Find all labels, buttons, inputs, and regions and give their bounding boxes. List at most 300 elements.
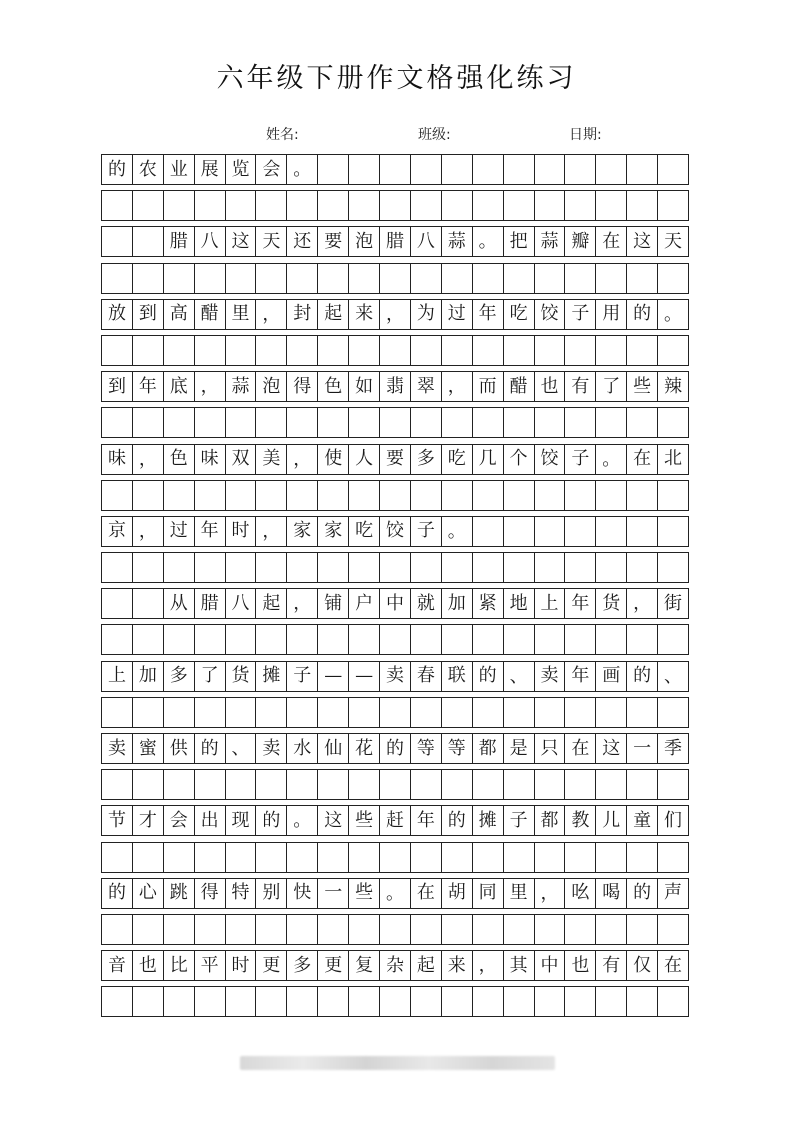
grid-cell (504, 987, 535, 1017)
grid-cell: 会 (256, 155, 287, 185)
grid-cell: 蒜 (442, 227, 473, 257)
grid-cell (627, 625, 658, 655)
grid-cell (535, 770, 566, 800)
grid-cell: 要 (318, 227, 349, 257)
grid-cell (380, 408, 411, 438)
grid-cell (535, 915, 566, 945)
grid-cell (164, 191, 195, 221)
grid-cell: ， (256, 517, 287, 547)
blank-row (101, 335, 689, 366)
grid-cell (658, 625, 689, 655)
grid-cell (256, 264, 287, 294)
grid-cell: 快 (287, 879, 318, 909)
text-row (101, 371, 689, 402)
grid-cell: 有 (596, 951, 627, 981)
text-row (101, 661, 689, 692)
grid-cell (380, 843, 411, 873)
grid-cell: 声 (658, 879, 689, 909)
grid-cell: 醋 (195, 300, 226, 330)
grid-cell: 仅 (627, 951, 658, 981)
grid-cell (287, 191, 318, 221)
grid-cell (349, 553, 380, 583)
grid-cell (380, 481, 411, 511)
grid-cell: 个 (504, 445, 535, 475)
grid-cell (256, 698, 287, 728)
grid-cell (627, 987, 658, 1017)
grid-cell: 腊 (195, 589, 226, 619)
grid-cell: 醋 (504, 372, 535, 402)
grid-cell: 多 (411, 445, 442, 475)
grid-cell: 户 (349, 589, 380, 619)
grid-cell: 只 (535, 734, 566, 764)
grid-cell (504, 843, 535, 873)
grid-cell (287, 408, 318, 438)
grid-cell: 如 (349, 372, 380, 402)
grid-cell: 们 (658, 806, 689, 836)
grid-cell: 别 (256, 879, 287, 909)
grid-cell (256, 336, 287, 366)
grid-cell (535, 191, 566, 221)
grid-cell: 多 (164, 662, 195, 692)
grid-cell (442, 843, 473, 873)
grid-cell: 几 (473, 445, 504, 475)
grid-cell: 。 (658, 300, 689, 330)
grid-cell: 展 (195, 155, 226, 185)
grid-cell (102, 843, 133, 873)
grid-cell (473, 191, 504, 221)
grid-cell (380, 987, 411, 1017)
grid-cell: ， (473, 951, 504, 981)
grid-cell (473, 264, 504, 294)
grid-cell (411, 264, 442, 294)
grid-cell (473, 408, 504, 438)
grid-cell (442, 264, 473, 294)
grid-cell: 味 (195, 445, 226, 475)
grid-cell (287, 481, 318, 511)
grid-cell: 喝 (596, 879, 627, 909)
grid-cell: 教 (565, 806, 596, 836)
grid-cell: 吃 (504, 300, 535, 330)
grid-cell (349, 264, 380, 294)
grid-cell (380, 155, 411, 185)
grid-cell: 上 (102, 662, 133, 692)
grid-cell (596, 191, 627, 221)
grid-cell: 从 (164, 589, 195, 619)
grid-cell (102, 589, 133, 619)
grid-cell (504, 915, 535, 945)
grid-cell: 比 (164, 951, 195, 981)
grid-cell: 。 (473, 227, 504, 257)
grid-cell: ， (133, 445, 164, 475)
grid-cell (473, 481, 504, 511)
grid-cell: 街 (658, 589, 689, 619)
grid-cell (535, 264, 566, 294)
grid-cell (102, 770, 133, 800)
grid-cell: 。 (287, 806, 318, 836)
grid-cell: 特 (226, 879, 257, 909)
grid-cell (473, 698, 504, 728)
grid-cell: ， (535, 879, 566, 909)
grid-cell (195, 264, 226, 294)
grid-cell (596, 698, 627, 728)
text-row (101, 950, 689, 981)
grid-cell (349, 336, 380, 366)
grid-cell: 的 (102, 155, 133, 185)
grid-cell: 把 (504, 227, 535, 257)
grid-cell: 心 (133, 879, 164, 909)
grid-cell: 出 (195, 806, 226, 836)
grid-cell: 些 (349, 806, 380, 836)
grid-cell (102, 227, 133, 257)
grid-cell: 上 (535, 589, 566, 619)
grid-cell: 卖 (256, 734, 287, 764)
grid-cell: 平 (195, 951, 226, 981)
grid-cell: 卖 (102, 734, 133, 764)
grid-cell (473, 336, 504, 366)
grid-cell (473, 843, 504, 873)
grid-cell (596, 481, 627, 511)
grid-cell: ， (256, 300, 287, 330)
grid-cell (596, 915, 627, 945)
grid-cell (195, 915, 226, 945)
grid-cell: 卖 (535, 662, 566, 692)
grid-cell (658, 517, 689, 547)
grid-cell (535, 517, 566, 547)
grid-cell (287, 843, 318, 873)
blank-row (101, 769, 689, 800)
grid-cell (380, 915, 411, 945)
grid-cell: 节 (102, 806, 133, 836)
grid-cell (411, 625, 442, 655)
grid-cell (411, 336, 442, 366)
grid-cell: 都 (535, 806, 566, 836)
grid-cell (504, 517, 535, 547)
grid-cell (473, 770, 504, 800)
grid-cell (256, 625, 287, 655)
grid-cell (195, 698, 226, 728)
grid-cell: 儿 (596, 806, 627, 836)
grid-cell (102, 481, 133, 511)
blank-row (101, 407, 689, 438)
grid-cell (226, 481, 257, 511)
grid-cell: 子 (287, 662, 318, 692)
grid-cell: 、 (504, 662, 535, 692)
grid-cell: 。 (596, 445, 627, 475)
grid-cell (133, 698, 164, 728)
grid-cell (133, 843, 164, 873)
date-field-label: 日期: (569, 127, 602, 143)
text-row (101, 516, 689, 547)
grid-cell: 为 (411, 300, 442, 330)
grid-cell: 都 (473, 734, 504, 764)
grid-cell (627, 155, 658, 185)
writing-grid (101, 154, 689, 1023)
grid-cell: 八 (226, 589, 257, 619)
grid-cell: 中 (535, 951, 566, 981)
grid-cell (658, 698, 689, 728)
grid-cell (411, 191, 442, 221)
grid-cell (318, 625, 349, 655)
grid-cell (349, 987, 380, 1017)
grid-cell (627, 770, 658, 800)
grid-cell: 季 (658, 734, 689, 764)
grid-cell: 农 (133, 155, 164, 185)
grid-cell (349, 408, 380, 438)
grid-cell (658, 481, 689, 511)
grid-cell: 来 (442, 951, 473, 981)
grid-cell (411, 155, 442, 185)
grid-cell: 画 (596, 662, 627, 692)
grid-cell (473, 517, 504, 547)
grid-cell (565, 155, 596, 185)
grid-cell: 加 (133, 662, 164, 692)
grid-cell (411, 770, 442, 800)
grid-cell: 蒜 (535, 227, 566, 257)
grid-cell: 是 (504, 734, 535, 764)
grid-cell (565, 770, 596, 800)
grid-cell: 北 (658, 445, 689, 475)
grid-cell (504, 553, 535, 583)
grid-cell (380, 698, 411, 728)
grid-cell (133, 481, 164, 511)
grid-cell (287, 336, 318, 366)
grid-cell (627, 191, 658, 221)
grid-cell (596, 770, 627, 800)
grid-cell: 腊 (380, 227, 411, 257)
grid-cell (318, 336, 349, 366)
class-field-label: 班级: (418, 127, 451, 143)
grid-cell (287, 698, 318, 728)
grid-cell: 时 (226, 951, 257, 981)
grid-cell: 也 (133, 951, 164, 981)
grid-cell: 览 (226, 155, 257, 185)
grid-cell (473, 625, 504, 655)
text-row (101, 299, 689, 330)
grid-cell (658, 191, 689, 221)
grid-cell (195, 625, 226, 655)
grid-cell (627, 843, 658, 873)
grid-cell: 的 (627, 662, 658, 692)
grid-cell: 在 (596, 227, 627, 257)
grid-cell (504, 481, 535, 511)
grid-cell (627, 698, 658, 728)
grid-cell (627, 481, 658, 511)
grid-cell: 仙 (318, 734, 349, 764)
grid-cell: 的 (473, 662, 504, 692)
grid-cell (102, 987, 133, 1017)
grid-cell (565, 336, 596, 366)
grid-cell: 些 (627, 372, 658, 402)
grid-cell (411, 915, 442, 945)
grid-cell: 胡 (442, 879, 473, 909)
blank-row (101, 480, 689, 511)
grid-cell: 的 (627, 879, 658, 909)
grid-cell: 年 (565, 662, 596, 692)
grid-cell (195, 191, 226, 221)
grid-cell: 八 (411, 227, 442, 257)
grid-cell: 童 (627, 806, 658, 836)
grid-cell: 音 (102, 951, 133, 981)
grid-cell: 联 (442, 662, 473, 692)
grid-cell (102, 408, 133, 438)
grid-cell (318, 155, 349, 185)
grid-cell (318, 553, 349, 583)
grid-cell (133, 191, 164, 221)
grid-cell (596, 987, 627, 1017)
grid-cell: 泡 (256, 372, 287, 402)
grid-cell (535, 408, 566, 438)
grid-cell: 同 (473, 879, 504, 909)
grid-cell: 等 (442, 734, 473, 764)
grid-cell (318, 191, 349, 221)
grid-cell (133, 625, 164, 655)
grid-cell (411, 843, 442, 873)
grid-cell (102, 264, 133, 294)
grid-cell: ， (442, 372, 473, 402)
grid-cell (535, 843, 566, 873)
grid-cell: 到 (133, 300, 164, 330)
grid-cell (473, 915, 504, 945)
grid-cell (504, 336, 535, 366)
grid-cell (133, 915, 164, 945)
grid-cell (349, 915, 380, 945)
grid-cell (535, 625, 566, 655)
grid-cell: 、 (658, 662, 689, 692)
grid-cell (164, 843, 195, 873)
grid-cell (565, 915, 596, 945)
grid-cell: 的 (195, 734, 226, 764)
grid-cell (318, 915, 349, 945)
grid-cell: 吃 (442, 445, 473, 475)
grid-cell (658, 155, 689, 185)
grid-cell: 底 (164, 372, 195, 402)
grid-cell (287, 625, 318, 655)
grid-cell (658, 553, 689, 583)
grid-cell: 卖 (380, 662, 411, 692)
grid-cell (349, 625, 380, 655)
grid-cell: 到 (102, 372, 133, 402)
grid-cell (164, 698, 195, 728)
grid-cell: 也 (535, 372, 566, 402)
grid-cell (380, 264, 411, 294)
grid-cell: 更 (256, 951, 287, 981)
grid-cell: ， (287, 589, 318, 619)
grid-cell (226, 264, 257, 294)
grid-cell (256, 553, 287, 583)
grid-cell: 封 (287, 300, 318, 330)
grid-cell (411, 481, 442, 511)
grid-cell (658, 915, 689, 945)
grid-cell: 饺 (535, 300, 566, 330)
text-row (101, 226, 689, 257)
grid-cell (658, 843, 689, 873)
grid-cell (504, 698, 535, 728)
grid-cell (318, 987, 349, 1017)
grid-cell: 更 (318, 951, 349, 981)
grid-cell (442, 336, 473, 366)
grid-cell: ， (380, 300, 411, 330)
grid-cell: 一 (627, 734, 658, 764)
grid-cell (627, 336, 658, 366)
grid-cell: 在 (627, 445, 658, 475)
grid-cell (318, 770, 349, 800)
grid-cell (349, 191, 380, 221)
grid-cell: 色 (164, 445, 195, 475)
grid-cell (442, 987, 473, 1017)
grid-cell (658, 987, 689, 1017)
grid-cell (565, 698, 596, 728)
grid-cell (164, 264, 195, 294)
blank-row (101, 842, 689, 873)
grid-cell: 翡 (380, 372, 411, 402)
grid-cell (102, 625, 133, 655)
grid-cell (318, 408, 349, 438)
grid-cell: 年 (565, 589, 596, 619)
grid-cell: 的 (102, 879, 133, 909)
grid-cell (535, 155, 566, 185)
grid-cell: 的 (380, 734, 411, 764)
grid-cell: 摊 (256, 662, 287, 692)
grid-cell: 蜜 (133, 734, 164, 764)
grid-cell: 八 (195, 227, 226, 257)
grid-cell: 复 (349, 951, 380, 981)
grid-cell (318, 698, 349, 728)
grid-cell: 业 (164, 155, 195, 185)
grid-cell (226, 698, 257, 728)
grid-cell: 摊 (473, 806, 504, 836)
grid-cell: ， (133, 517, 164, 547)
grid-cell: 子 (504, 806, 535, 836)
grid-cell (102, 336, 133, 366)
grid-cell: 。 (380, 879, 411, 909)
grid-cell: 子 (565, 300, 596, 330)
grid-cell (226, 987, 257, 1017)
grid-cell (535, 698, 566, 728)
grid-cell: ， (287, 445, 318, 475)
grid-cell: 这 (226, 227, 257, 257)
grid-cell: 美 (256, 445, 287, 475)
grid-cell (504, 155, 535, 185)
grid-cell: 年 (195, 517, 226, 547)
grid-cell (596, 264, 627, 294)
grid-cell (102, 191, 133, 221)
grid-cell (133, 408, 164, 438)
grid-cell (596, 843, 627, 873)
grid-cell (411, 408, 442, 438)
grid-cell: 起 (318, 300, 349, 330)
grid-cell (442, 481, 473, 511)
blank-row (101, 263, 689, 294)
grid-cell: — (349, 662, 380, 692)
grid-cell (226, 408, 257, 438)
grid-cell (349, 843, 380, 873)
page-title: 六年级下册作文格强化练习 (216, 63, 577, 94)
grid-cell (349, 770, 380, 800)
grid-cell (380, 770, 411, 800)
grid-cell (596, 553, 627, 583)
grid-cell (226, 336, 257, 366)
grid-cell (504, 625, 535, 655)
grid-cell: 翠 (411, 372, 442, 402)
grid-cell (442, 408, 473, 438)
grid-cell: 。 (287, 155, 318, 185)
grid-cell (535, 553, 566, 583)
grid-cell: 起 (256, 589, 287, 619)
grid-cell: 中 (380, 589, 411, 619)
grid-cell (195, 408, 226, 438)
text-row (101, 878, 689, 909)
grid-cell: 的 (627, 300, 658, 330)
